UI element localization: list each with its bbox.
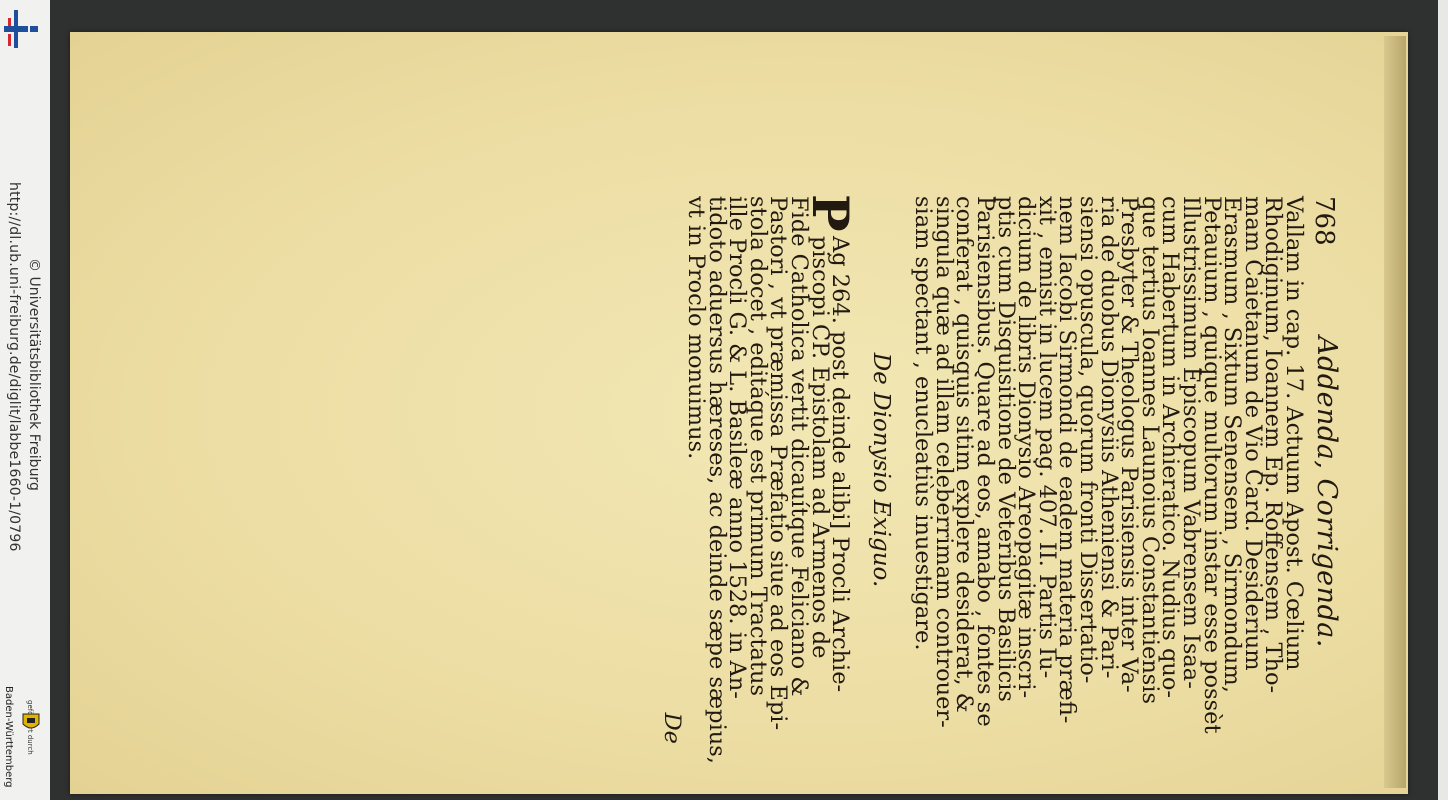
text-line: nem Iacobi Sirmondi de eadem materia præfi-: [1054, 196, 1081, 724]
text-line: tidoto aduersus hæreses, ac deinde sæpe sæpius,: [703, 196, 730, 764]
text-line: mam Caietanum de Vio Card. Desiderium: [1239, 196, 1266, 671]
page-header: [1304, 196, 1340, 744]
paragraph-2: [658, 194, 861, 764]
text-line: Vallam in cap. 17. Actuum Apost. Cœlium: [1281, 196, 1307, 671]
copyright-notice: © Universitätsbibliothek Freiburg: [26, 258, 42, 491]
right-margin-strip: [1438, 0, 1448, 800]
text-line: siam spectant , enucleatiùs inuestigare.: [910, 196, 937, 651]
section-title: De Dionysio Exiguo.: [867, 352, 894, 588]
text-line: Pastori , vt præmissa Præfatio siue ad eos Epi-: [765, 196, 792, 731]
text-line: dicium de libris Dionysio Areopagitæ inscri-: [1013, 196, 1040, 699]
drop-cap: P: [801, 194, 861, 232]
catchword: De: [658, 712, 685, 744]
paragraph-1: [910, 196, 1307, 744]
text-line: vt in Proclo monuimus.: [682, 196, 709, 460]
document-url[interactable]: http://dl.ub.uni-freiburg.de/diglit/labbe1660-1/0796: [6, 182, 22, 552]
running-head: Addenda, Corrigenda.: [1311, 336, 1342, 648]
text-line: Illustrissimum Episcopum Vabrensem Isaa-: [1178, 196, 1205, 689]
university-logo-icon: [2, 8, 40, 50]
text-line: singula quæ ad illam celeberrimam controuer-: [930, 196, 957, 728]
text-line: ptis cum Disquisitione de Veteribus Basilicis: [992, 196, 1019, 702]
funder-name: Baden-Württemberg: [3, 686, 14, 788]
text-line: stola docet , editáque est primum Tractatus: [744, 196, 771, 697]
text-line: Petauium , quique multorum instar esse possèt: [1198, 196, 1225, 734]
page-edge: [1384, 36, 1406, 788]
page-text-block: [658, 194, 1342, 764]
text-line: xit , emisit in lucem pag. 407. II. Partis Iu-: [1033, 196, 1060, 679]
text-line: Erasmum , Sixtum Senensem , Sirmondum,: [1219, 196, 1246, 693]
text-line: ille Procli G. & L. Basileæ anno 1528. in An-: [724, 196, 751, 699]
text-line: Rhodiginum, Ioannem Ep. Roffensem , Tho-: [1260, 196, 1287, 694]
page-number: 768: [1309, 196, 1339, 246]
side-panel: [0, 0, 51, 800]
text-line: que tertius Ioannes Launoius Constantiensis: [1136, 196, 1163, 705]
text-line: cum Habertum in Archieratico. Nudius quo-: [1157, 196, 1184, 699]
text-line: Parisiensibus. Quare ad eos, amabo , fontes se: [972, 196, 999, 727]
text-line: conferat , quisquis sitim explere desiderat, &: [951, 196, 978, 713]
text-line: piscopi CP. Epistolam ad Armenos de: [806, 236, 833, 659]
text-line: Presbyter & Theologus Parisiensis inter Va-: [1116, 196, 1143, 693]
funder-seal-icon: [20, 710, 42, 734]
text-line: Fide Catholica vertit dicauítque Feliciano &: [785, 196, 812, 697]
text-line: ria de duobus Dionysiis Atheniensi & Pari-: [1095, 196, 1122, 679]
text-line: Ag 264. post deinde alibi] Procli Archie-: [827, 236, 854, 693]
text-line: siensi opuscula, quorum fronti Dissertatio-: [1075, 196, 1102, 684]
